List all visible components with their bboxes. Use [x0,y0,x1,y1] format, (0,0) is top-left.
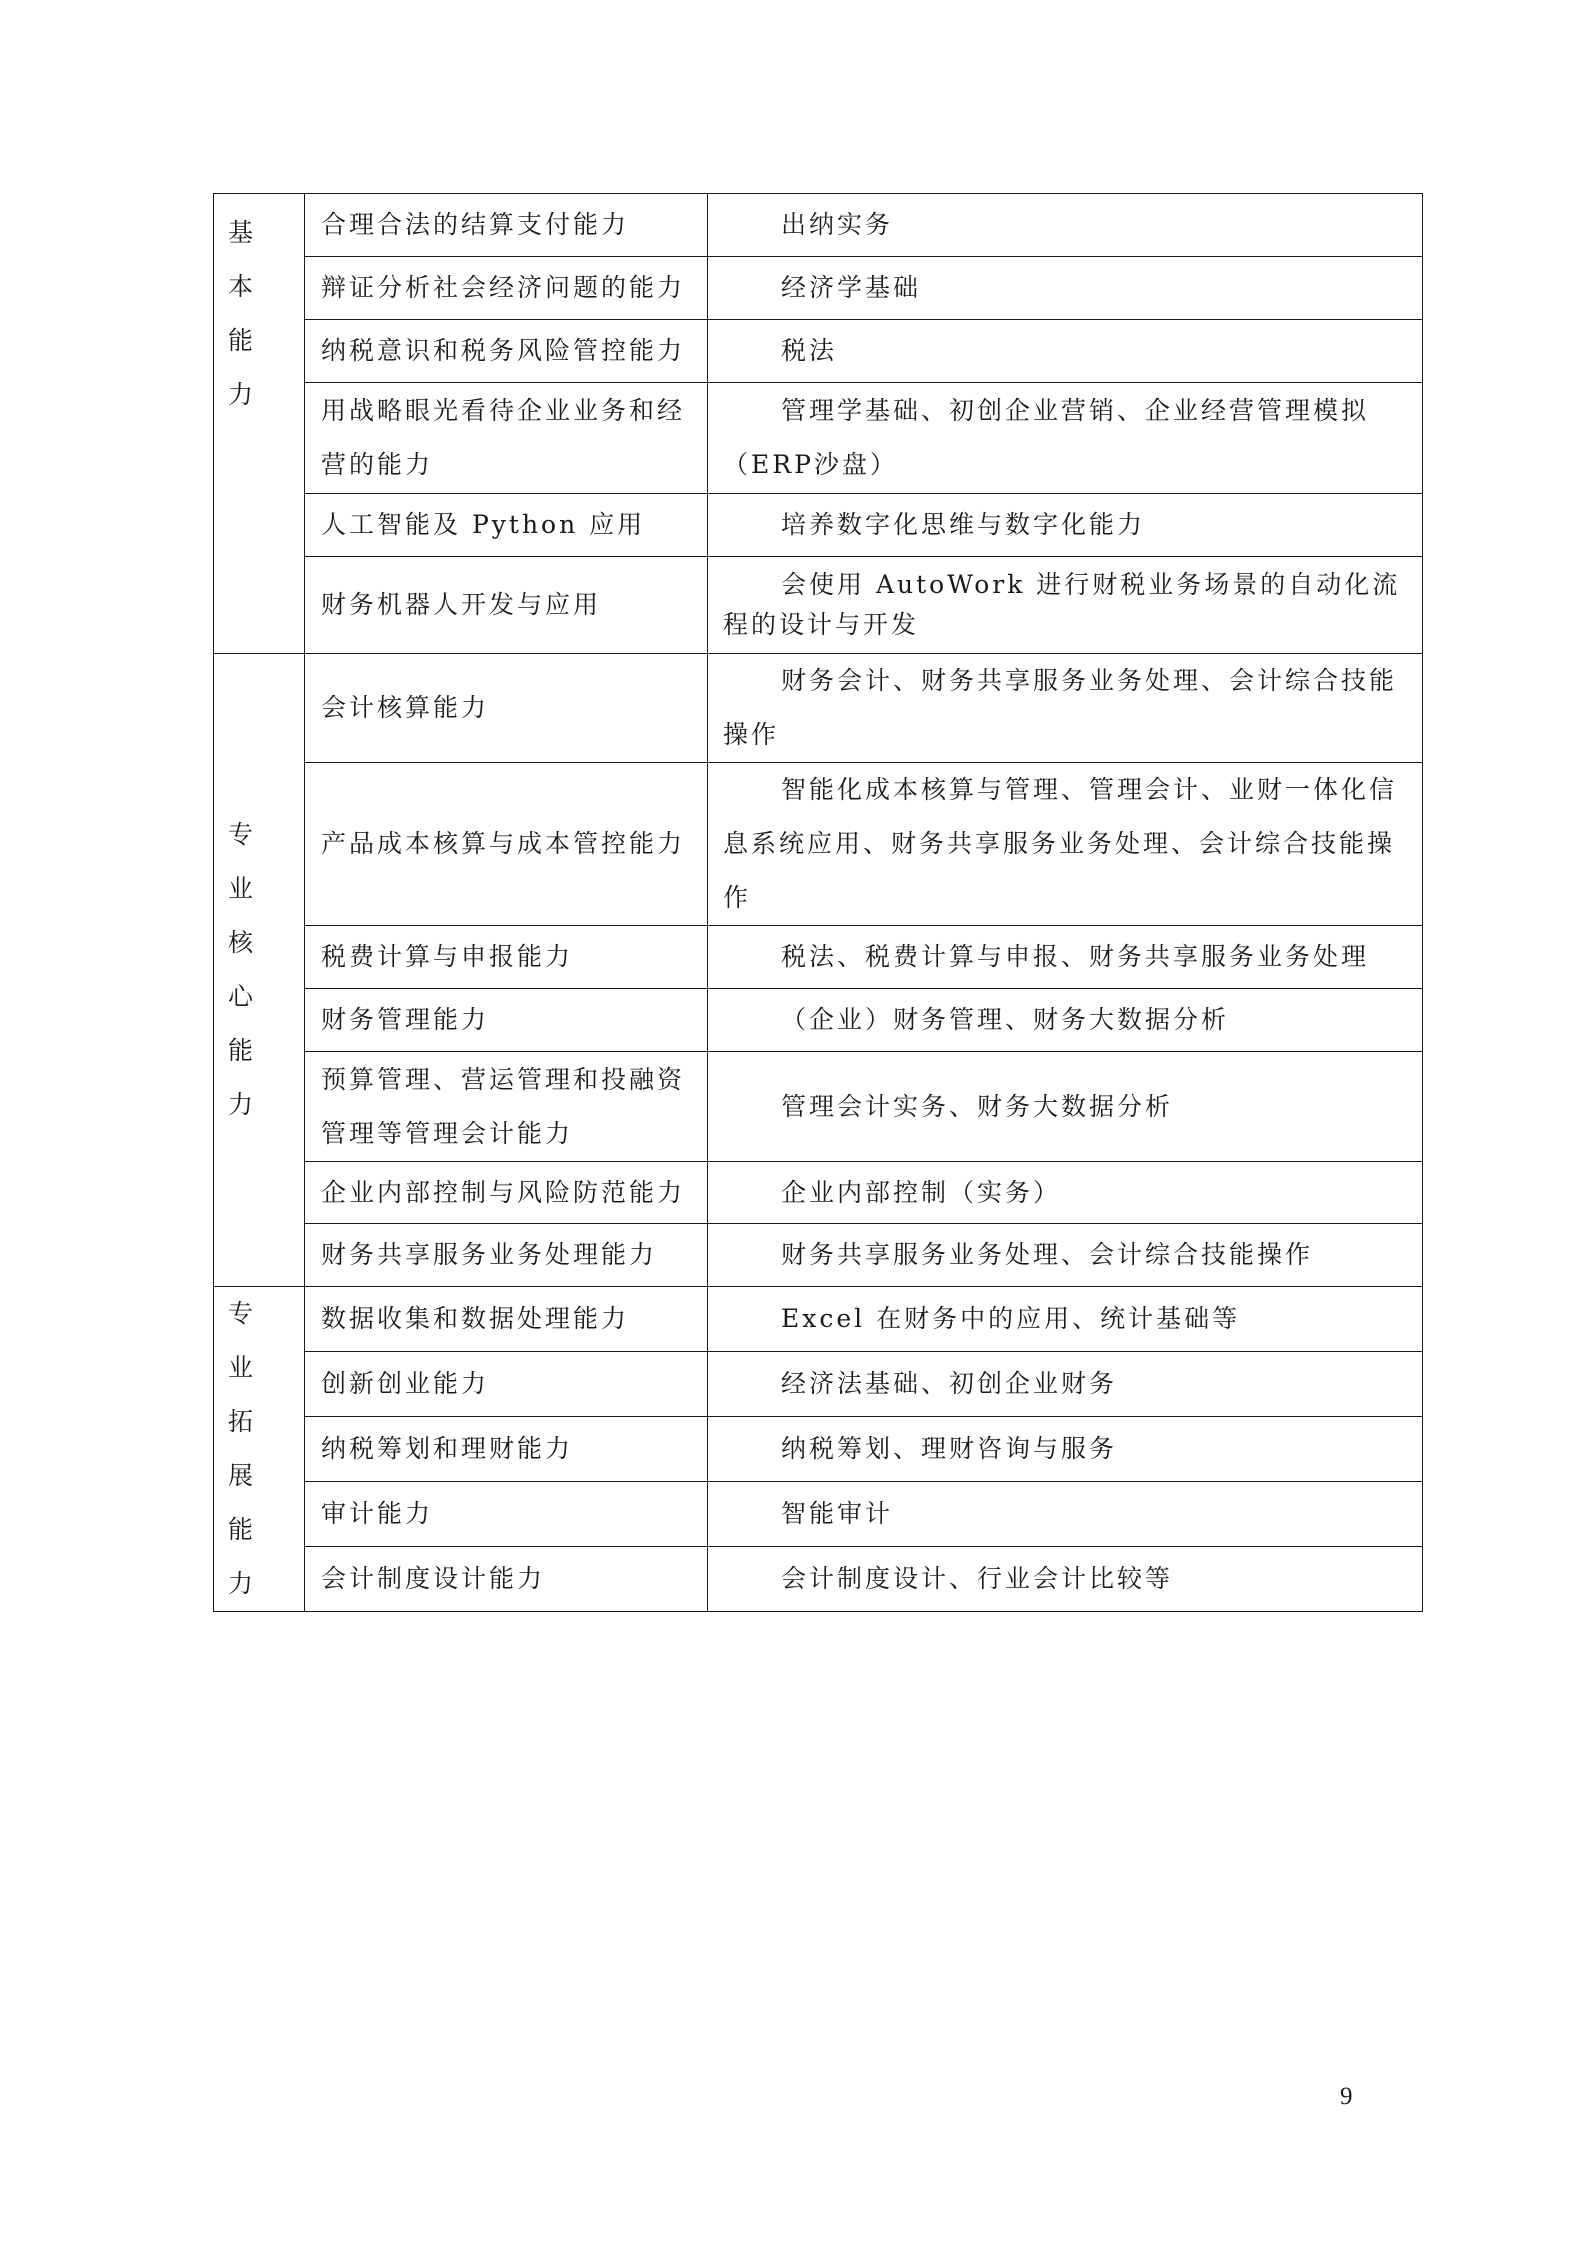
ability-cell: 辩证分析社会经济问题的能力 [305,257,708,320]
course-cell: 培养数字化思维与数字化能力 [708,494,1423,557]
ability-cell: 财务管理能力 [305,989,708,1052]
course-cell: （企业）财务管理、财务大数据分析 [708,989,1423,1052]
course-cell: 会使用 AutoWork 进行财税业务场景的自动化流程的设计与开发 [708,557,1423,654]
table-row [214,320,1423,383]
ability-cell: 人工智能及 Python 应用 [305,494,708,557]
course-cell: 经济学基础 [708,257,1423,320]
course-cell: 管理学基础、初创企业营销、企业经营管理模拟（ERP沙盘） [708,383,1423,494]
table-row [214,1482,1423,1546]
group-label-line: 拓展 [228,1407,268,1490]
group-label-line: 专业 [228,820,268,903]
table-row [214,383,1423,494]
ability-cell: 会计核算能力 [305,654,708,763]
ability-cell: 预算管理、营运管理和投融资管理等管理会计能力 [305,1052,708,1162]
course-cell: 税法、税费计算与申报、财务共享服务业务处理 [708,926,1423,989]
group-label-line: 能力 [228,1036,268,1119]
table-row [214,1352,1423,1416]
ability-course-table [213,193,1423,1612]
ability-cell: 纳税筹划和理财能力 [305,1416,708,1481]
ability-cell: 财务机器人开发与应用 [305,557,708,654]
ability-cell: 合理合法的结算支付能力 [305,194,708,257]
course-cell: 经济法基础、初创企业财务 [708,1352,1423,1416]
table-row [214,763,1423,926]
group-label-line: 能力 [228,326,268,409]
group-label-extension [214,1287,305,1612]
table-row [214,1546,1423,1611]
table-row [214,1287,1423,1352]
ability-cell: 产品成本核算与成本管控能力 [305,763,708,926]
group-label-basic [214,194,305,654]
course-cell: 税法 [708,320,1423,383]
ability-cell: 创新创业能力 [305,1352,708,1416]
group-label-line: 核心 [228,928,268,1011]
ability-cell: 纳税意识和税务风险管控能力 [305,320,708,383]
course-cell: 企业内部控制（实务） [708,1162,1423,1224]
course-cell: 财务会计、财务共享服务业务处理、会计综合技能操作 [708,654,1423,763]
table-row [214,257,1423,320]
ability-cell: 会计制度设计能力 [305,1546,708,1611]
group-label-line: 能力 [228,1515,268,1598]
course-cell: 管理会计实务、财务大数据分析 [708,1052,1423,1162]
group-label-line: 基本 [228,218,268,301]
table-row [214,1224,1423,1287]
table-row [214,989,1423,1052]
table-row [214,557,1423,654]
ability-cell: 数据收集和数据处理能力 [305,1287,708,1352]
course-cell: 财务共享服务业务处理、会计综合技能操作 [708,1224,1423,1287]
table-row [214,494,1423,557]
ability-cell: 企业内部控制与风险防范能力 [305,1162,708,1224]
course-cell: 纳税筹划、理财咨询与服务 [708,1416,1423,1481]
table-row [214,654,1423,763]
course-cell: 智能审计 [708,1482,1423,1546]
table-row [214,1052,1423,1162]
course-cell: Excel 在财务中的应用、统计基础等 [708,1287,1423,1352]
table-row [214,194,1423,257]
ability-cell: 用战略眼光看待企业业务和经营的能力 [305,383,708,494]
group-label-line: 专业 [228,1299,268,1382]
table-row [214,1162,1423,1224]
ability-cell: 税费计算与申报能力 [305,926,708,989]
course-cell: 智能化成本核算与管理、管理会计、业财一体化信息系统应用、财务共享服务业务处理、会计综合技能操作 [708,763,1423,926]
course-cell: 会计制度设计、行业会计比较等 [708,1546,1423,1611]
ability-cell: 审计能力 [305,1482,708,1546]
page-number: 9 [1340,2083,1353,2110]
group-label-core [214,654,305,1287]
table-row [214,1416,1423,1481]
table-row [214,926,1423,989]
ability-cell: 财务共享服务业务处理能力 [305,1224,708,1287]
course-cell: 出纳实务 [708,194,1423,257]
